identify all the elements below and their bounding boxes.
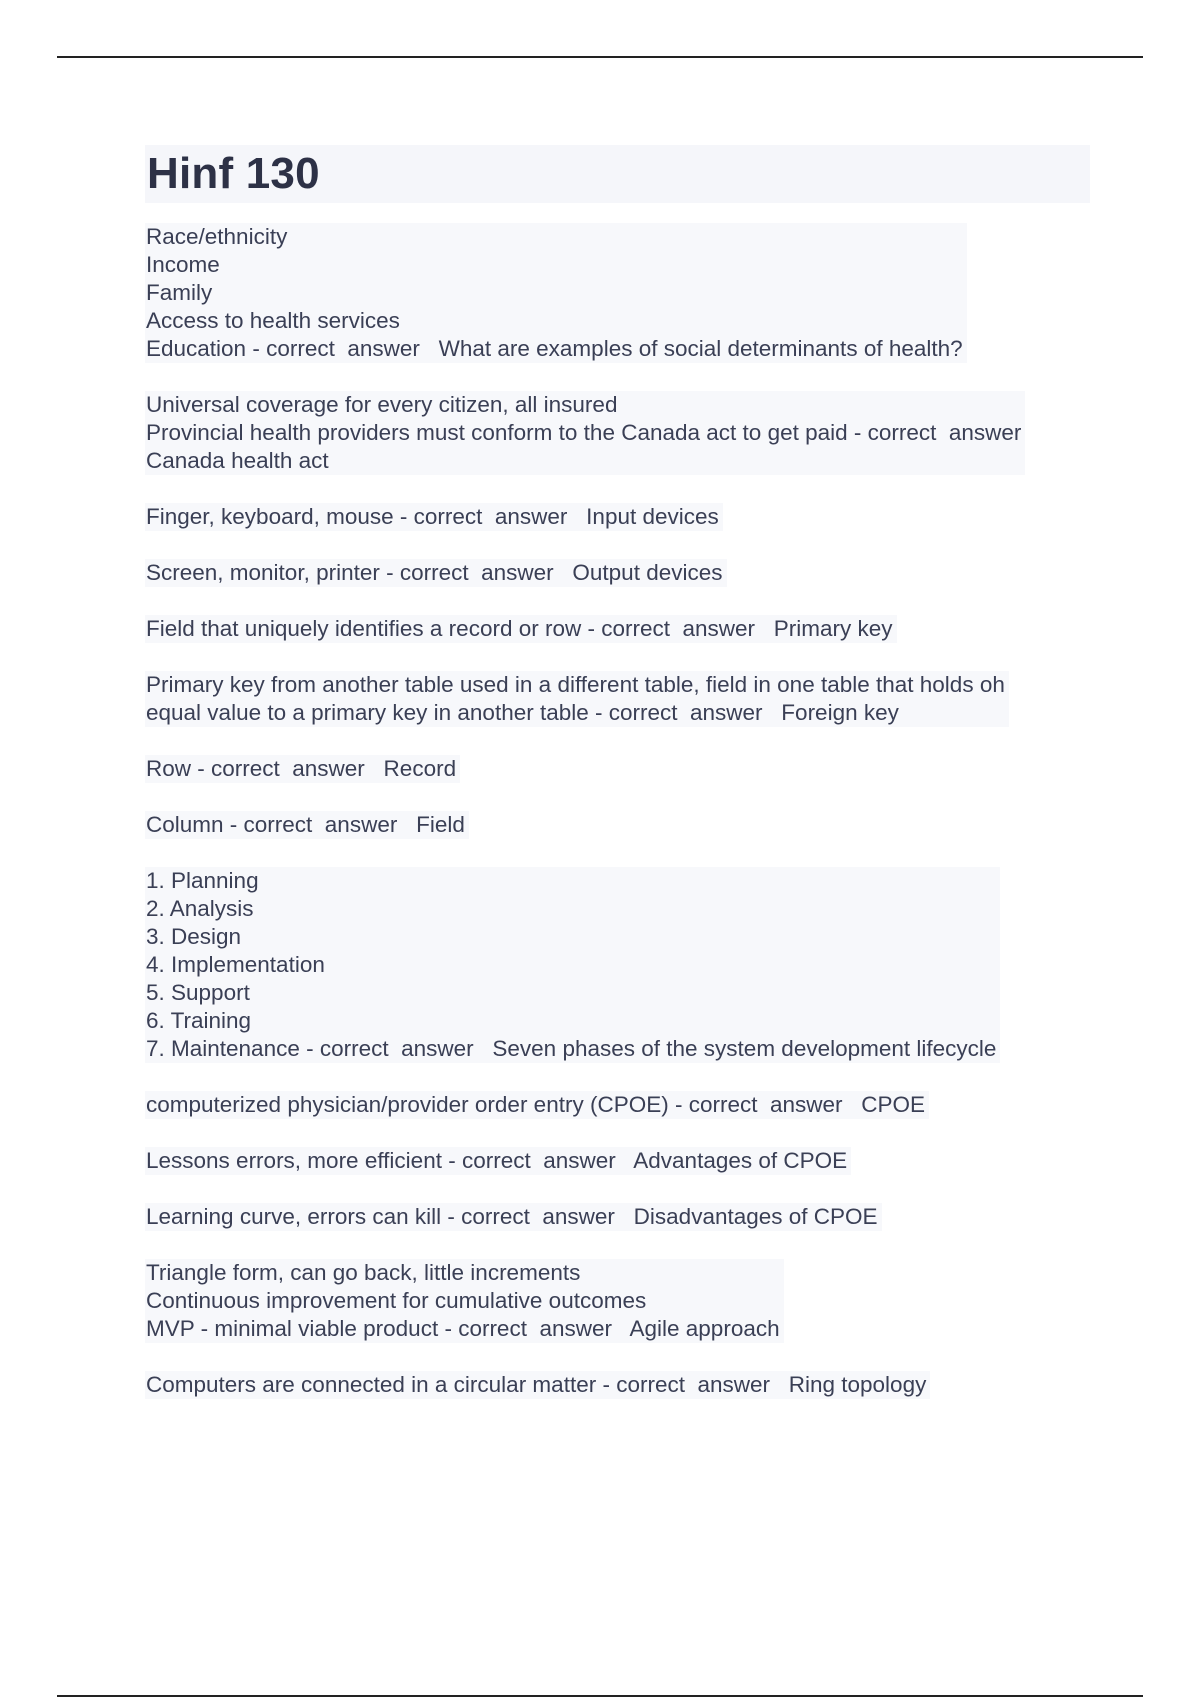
flashcard-entry [145, 559, 727, 587]
flashcard-entry [145, 391, 1025, 475]
flashcard-line: Triangle form, can go back, little increments [146, 1260, 581, 1285]
flashcard-line: 2. Analysis [146, 896, 254, 921]
flashcard-entry [145, 867, 1000, 1063]
flashcard-line: Column - correct answer Field [146, 812, 465, 837]
flashcard-entry [145, 615, 897, 643]
document-title: Hinf 130 [147, 149, 320, 198]
flashcard-line: Education - correct answer What are examples of social determinants of health? [146, 336, 963, 361]
flashcard-line: Access to health services [146, 308, 400, 333]
flashcard-line: 6. Training [146, 1008, 252, 1033]
flashcard-line: Learning curve, errors can kill - correct answer Disadvantages of CPOE [146, 1204, 878, 1229]
flashcard-line: Income [146, 252, 220, 277]
flashcard-entry [145, 503, 723, 531]
flashcard-entry [145, 671, 1009, 727]
flashcard-line: equal value to a primary key in another table - correct answer Foreign key [146, 700, 899, 725]
flashcard-line: Canada health act [146, 448, 329, 473]
flashcard-entry [145, 1091, 929, 1119]
flashcard-line: 3. Design [146, 924, 242, 949]
flashcard-entry [145, 1203, 882, 1231]
flashcard-line: Primary key from another table used in a different table, field in one table that holds oh [146, 672, 1005, 697]
flashcard-line: Provincial health providers must conform to the Canada act to get paid - correct answer [146, 420, 1022, 445]
footer-rule [57, 1695, 1143, 1697]
document-page [145, 145, 1090, 1427]
flashcard-line: Lessons errors, more efficient - correct answer Advantages of CPOE [146, 1148, 848, 1173]
flashcard-line: 1. Planning [146, 868, 259, 893]
flashcard-entry [145, 755, 460, 783]
flashcard-line: computerized physician/provider order entry (CPOE) - correct answer CPOE [146, 1092, 926, 1117]
flashcard-line: MVP - minimal viable product - correct answer Agile approach [146, 1316, 780, 1341]
flashcard-line: Screen, monitor, printer - correct answer Output devices [146, 560, 723, 585]
flashcard-entry [145, 1371, 930, 1399]
flashcard-entry [145, 1147, 851, 1175]
flashcard-line: Field that uniquely identifies a record or row - correct answer Primary key [146, 616, 893, 641]
flashcard-line: 4. Implementation [146, 952, 325, 977]
flashcard-line: 7. Maintenance - correct answer Seven phases of the system development lifecycle [146, 1036, 997, 1061]
flashcard-entry [145, 811, 469, 839]
flashcard-list [145, 223, 1090, 1427]
flashcard-entry [145, 223, 967, 363]
flashcard-entry [145, 1259, 784, 1343]
flashcard-line: Race/ethnicity [146, 224, 288, 249]
flashcard-line: Row - correct answer Record [146, 756, 457, 781]
flashcard-line: Computers are connected in a circular matter - correct answer Ring topology [146, 1372, 927, 1397]
flashcard-line: 5. Support [146, 980, 250, 1005]
title-bar [145, 145, 1090, 203]
flashcard-line: Continuous improvement for cumulative outcomes [146, 1288, 647, 1313]
flashcard-line: Universal coverage for every citizen, all insured [146, 392, 618, 417]
flashcard-line: Family [146, 280, 213, 305]
flashcard-line: Finger, keyboard, mouse - correct answer Input devices [146, 504, 719, 529]
header-rule [57, 56, 1143, 58]
